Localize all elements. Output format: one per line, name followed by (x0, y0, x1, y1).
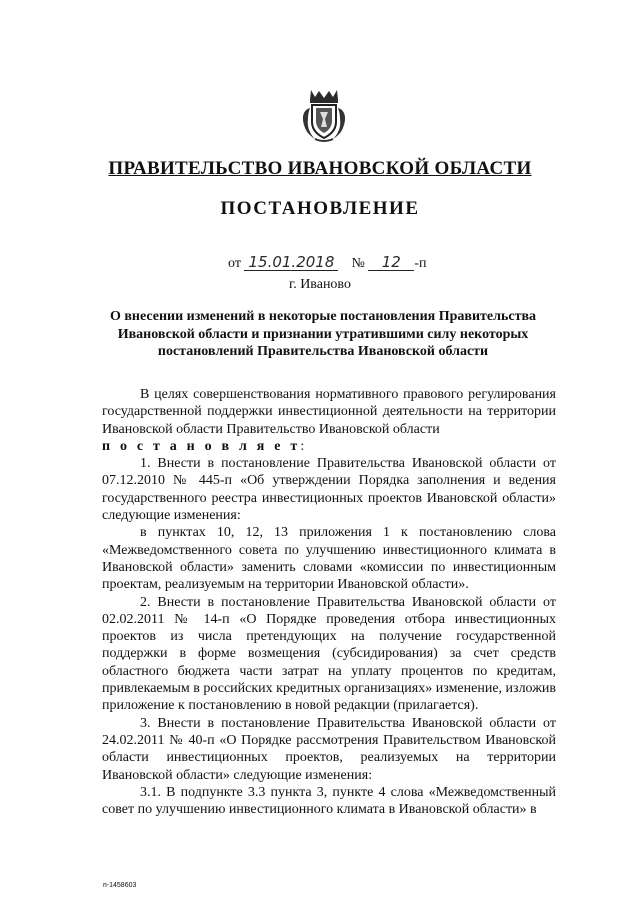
paragraph-1-1: в пунктах 10, 12, 13 приложения 1 к постановлению слова «Межведомственного совета по улучшению инвестиционного климата в Ивановской области» заменить словами «комиссии по инвестиционным проектам, реализуемым на территории Ивановской области». (102, 525, 556, 593)
document-number: 12 (368, 255, 414, 271)
date-prefix: от (228, 256, 241, 271)
decree-word: п о с т а н о в л я е т (102, 438, 301, 454)
document-type: ПОСТАНОВЛЕНИЕ (220, 198, 420, 219)
coat-of-arms-icon (298, 86, 350, 142)
number-suffix: -п (414, 256, 427, 271)
city: г. Иваново (289, 277, 351, 292)
intro-paragraph: В целях совершенствования нормативного правового регулирования государственной поддержки инвестиционной деятельности на территории Ивановской области Правительство Ивановской области (102, 387, 556, 437)
paragraph-2: 2. Внести в постановление Правительства Ивановской области от 02.02.2011 № 14-п «О Порядке проведения отбора инвестиционных проектов из числа претендующих на получение государственной поддержки в форме возмещения (субсидирования) за счет средств областного бюджета части затрат на уплату процентов по кредитам, привлекаемым в российских кредитных организациях» изменение, изложив приложение к постановлению в новой редакции (прилагается). (102, 594, 556, 714)
document-body: В целях совершенствования нормативного правового регулирования государственной поддержки инвестиционной деятельности на территории Ивановской области Правительство Ивановской области п о с т а н о в л я е т: 1. Внести в постановление Правительства Ивановской области от 07.12.2010 № 445-п «Об утверждении Порядка заполнения и ведения государственного реестра инвестиционных проектов Ивановской области» следующие изменения: в пунктах 10, 12, 13 приложения 1 к постановлению слова «Межведомственного совета по улучшению инвестиционного климата в Ивановской области» заменить словами «комиссии по инвестиционным проектам, реализуемым на территории Ивановской области». 2. Внести в постановление Правительства Ивановской области от 02.02.2011 № 14-п «О Порядке проведения отбора инвестиционных проектов из числа претендующих на получение государственной поддержки в форме возмещения (субсидирования) за счет средств областного бюджета части затрат на уплату процентов по кредитам, привлекаемым в российских кредитных организациях» изменение, изложив приложение к постановлению в новой редакции (прилагается). 3. Внести в постановление Правительства Ивановской области от 24.02.2011 № 40-п «О Порядке рассмотрения Правительством Ивановской области инвестиционных проектов, реализуемых на территории Ивановской области» следующие изменения: 3.1. В подпункте 3.3 пункта 3, пункте 4 слова «Межведомственный совет по улучшению инвестиционного климата в Ивановской области» в (102, 387, 556, 818)
paragraph-3: 3. Внести в постановление Правительства Ивановской области от 24.02.2011 № 40-п «О Порядке рассмотрения Правительством Ивановской области инвестиционных проектов, реализуемых на территории Ивановской области» следующие изменения: (102, 715, 556, 783)
number-prefix: № (351, 256, 365, 271)
paragraph-3-1: 3.1. В подпункте 3.3 пункта 3, пункте 4 слова «Межведомственный совет по улучшению инвестиционного климата в Ивановской области» в (102, 784, 556, 818)
date-number-line (228, 255, 426, 272)
paragraph-1: 1. Внести в постановление Правительства Ивановской области от 07.12.2010 № 445-п «Об утверждении Порядка заполнения и ведения государственного реестра инвестиционных проектов Ивановской области» следующие изменения: (102, 456, 556, 524)
organization-name: ПРАВИТЕЛЬСТВО ИВАНОВСКОЙ ОБЛАСТИ (108, 158, 532, 179)
footer-code: п-1458603 (103, 882, 137, 889)
signed-date: 15.01.2018 (244, 255, 338, 271)
document-title: О внесении изменений в некоторые постановления Правительства Ивановской области и признании утратившими силу некоторых постановлений Правительства Ивановской области (109, 309, 537, 359)
